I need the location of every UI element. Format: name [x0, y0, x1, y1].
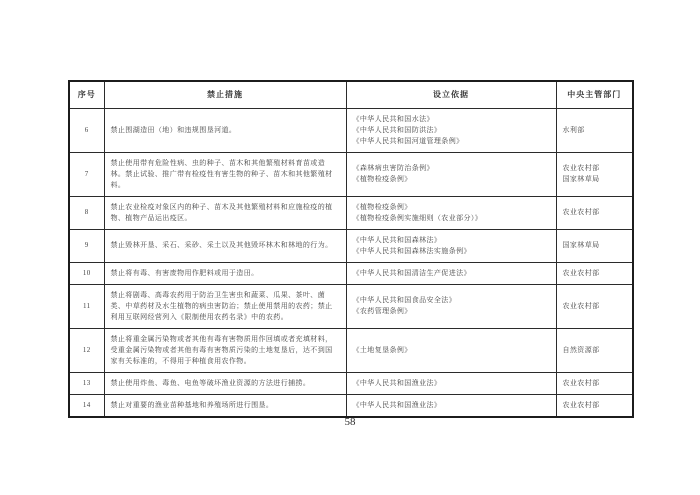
table-row — [69, 328, 633, 372]
cell-department-line: 自然资源部 — [562, 345, 600, 354]
cell-basis-line: 《土地复垦条例》 — [352, 345, 412, 354]
cell-measure: 禁止将有毒、有害废物用作肥料或用于造田。 — [104, 262, 346, 284]
col-header-department: 中央主管部门 — [556, 81, 633, 108]
cell-measure: 禁止将重金属污染物或者其他有毒有害物质用作回填或者充填材料，受重金属污染物或者其他有毒有害物质污染的土地复垦后，达不到国家有关标准的，不得用于种植食用农作物。 — [104, 328, 346, 372]
table-row — [69, 372, 633, 394]
cell-department-line: 农业农村部 — [562, 268, 600, 277]
page-number: 58 — [344, 416, 356, 428]
cell-basis-line: 《植物检疫条例》 — [352, 175, 412, 183]
cell-measure: 禁止将剧毒、高毒农药用于防治卫生害虫和蔬菜、瓜果、茶叶、菌类、中草药材及水生植物的病虫害防治；禁止使用禁用的农药；禁止利用互联网经营列入《限制使用农药名录》中的农药。 — [104, 284, 346, 328]
cell-department — [556, 372, 633, 394]
cell-serial-number: 13 — [69, 372, 104, 394]
cell-basis-line: 《中华人民共和国森林法实施条例》 — [352, 246, 471, 255]
cell-serial-number: 8 — [69, 196, 104, 229]
table-row — [69, 196, 633, 229]
cell-serial-number: 7 — [69, 152, 104, 196]
cell-department-line: 水利部 — [562, 125, 585, 134]
cell-serial-number: 10 — [69, 262, 104, 284]
cell-basis-line: 《中华人民共和国清洁生产促进法》 — [352, 268, 471, 277]
table-row — [69, 229, 633, 262]
cell-basis — [346, 328, 556, 372]
cell-basis-line: 《中华人民共和国防洪法》 — [352, 125, 442, 134]
cell-basis-line: 《中华人民共和国森林法》 — [352, 235, 442, 244]
cell-department-line: 农业农村部 — [562, 378, 600, 387]
prohibition-table — [68, 80, 634, 418]
cell-department — [556, 262, 633, 284]
col-header-measure: 禁止措施 — [104, 81, 346, 108]
cell-measure: 禁止围湖造田（地）和违规围垦河道。 — [104, 108, 346, 152]
cell-basis-line: 《植物检疫条例》 — [352, 202, 412, 211]
cell-basis — [346, 152, 556, 196]
cell-measure: 禁止农业检疫对象区内的种子、苗木及其他繁殖材料和应施检疫的植物、植物产品运出疫区。 — [104, 196, 346, 229]
cell-department — [556, 108, 633, 152]
cell-basis — [346, 394, 556, 417]
cell-department-line: 国家林草局 — [562, 241, 600, 249]
cell-basis-line: 《中华人民共和国水法》 — [352, 114, 434, 123]
cell-department-line: 国家林草局 — [562, 175, 600, 183]
col-header-basis: 设立依据 — [346, 81, 556, 108]
table-row — [69, 284, 633, 328]
cell-basis-line: 《农药管理条例》 — [352, 307, 412, 315]
cell-department — [556, 152, 633, 196]
cell-basis — [346, 262, 556, 284]
cell-measure: 禁止对重要的渔业苗种基地和养殖场所进行围垦。 — [104, 394, 346, 417]
table-row — [69, 152, 633, 196]
cell-serial-number: 12 — [69, 328, 104, 372]
cell-serial-number: 9 — [69, 229, 104, 262]
cell-basis — [346, 372, 556, 394]
cell-department — [556, 328, 633, 372]
cell-department-line: 农业农村部 — [562, 164, 600, 172]
cell-basis — [346, 108, 556, 152]
cell-measure: 禁止使用炸鱼、毒鱼、电鱼等破坏渔业资源的方法进行捕捞。 — [104, 372, 346, 394]
cell-department — [556, 229, 633, 262]
cell-measure: 禁止毁林开垦、采石、采砂、采土以及其他毁坏林木和林地的行为。 — [104, 229, 346, 262]
table-row — [69, 262, 633, 284]
cell-serial-number: 11 — [69, 284, 104, 328]
table-row — [69, 108, 633, 152]
cell-basis-line: 《中华人民共和国食品安全法》 — [352, 296, 457, 304]
cell-department-line: 农业农村部 — [562, 301, 600, 310]
cell-department-line: 农业农村部 — [562, 400, 600, 409]
cell-basis-line: 《中华人民共和国河道管理条例》 — [352, 136, 464, 145]
cell-basis-line: 《植物检疫条例实施细则（农业部分）》 — [352, 213, 483, 222]
table-body — [69, 108, 633, 417]
cell-department — [556, 196, 633, 229]
cell-basis-line: 《森林病虫害防治条例》 — [352, 164, 434, 172]
cell-basis — [346, 229, 556, 262]
cell-basis-line: 《中华人民共和国渔业法》 — [352, 400, 442, 409]
table-row — [69, 394, 633, 417]
cell-department — [556, 284, 633, 328]
cell-basis — [346, 196, 556, 229]
col-header-serial-number: 序号 — [69, 81, 104, 108]
cell-basis — [346, 284, 556, 328]
table-header-row — [69, 81, 633, 108]
cell-basis-line: 《中华人民共和国渔业法》 — [352, 378, 442, 387]
cell-serial-number: 6 — [69, 108, 104, 152]
cell-serial-number: 14 — [69, 394, 104, 417]
cell-measure: 禁止使用带有危险性病、虫的种子、苗木和其他繁殖材料育苗或造林。禁止试验、推广带有检疫性有害生物的种子、苗木和其他繁殖材料。 — [104, 152, 346, 196]
cell-department-line: 农业农村部 — [562, 208, 600, 216]
cell-department — [556, 394, 633, 417]
